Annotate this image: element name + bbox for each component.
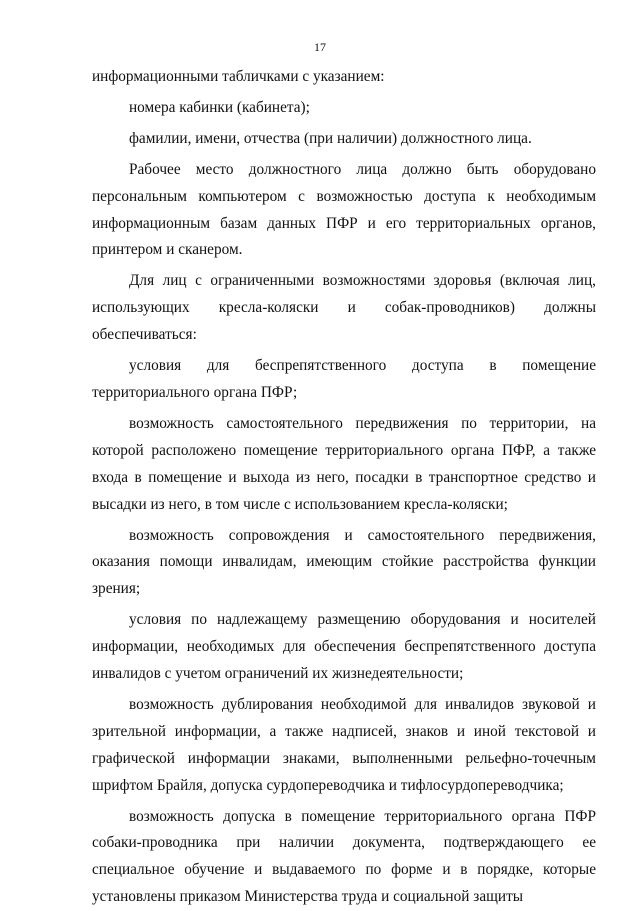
paragraph-continuation: информационными табличками с указанием: [92,68,385,85]
list-item-escort: возможность сопровождения и самостоятельного передвижения, оказания помощи инвалидам, имеющим стойкие расстройства функции зрения; [92,526,596,598]
document-body [92,64,596,911]
paragraph-disabled-persons: Для лиц с ограниченными возможностями здоровья (включая лиц, использующих кресла-коляски и собак-проводников) должны обеспечиваться: [92,272,596,344]
list-item-official-name: фамилии, имени, отчества (при наличии) должностного лица. [129,129,532,147]
paragraph-workplace: Рабочее место должностного лица должно быть оборудовано персональным компьютером с возможностью доступа к необходимым информационным базам данных ПФР и его территориальных органов, принтером и сканером. [92,160,596,259]
list-item-independent-movement: возможность самостоятельного передвижения по территории, на которой расположено помещение территориального органа ПФР, а также входа в помещение и выхода из него, посадки в транспортное средство и высадки из него, в том числе с использованием кресла-коляски; [92,414,596,513]
list-item-information-duplication: возможность дублирования необходимой для инвалидов звуковой и зрительной информации, а также надписей, знаков и иной текстовой и графической информации знаками, выполненными рельефно-точечным шрифтом Брайля, допуска сурдопереводчика и тифлосурдопереводчика; [92,695,596,794]
page-number: 17 [314,40,326,54]
list-item-guide-dog: возможность допуска в помещение территориального органа ПФР собаки-проводника при наличии документа, подтверждающего ее специальное обучение и выдаваемого по форме и в порядке, которые установлены приказом Министерства труда и социальной защиты [92,807,596,906]
list-item-access-conditions: условия для беспрепятственного доступа в помещение территориального органа ПФР; [92,357,596,401]
list-item-equipment-placement: условия по надлежащему размещению оборудования и носителей информации, необходимых для обеспечения беспрепятственного доступа инвалидов с учетом ограничений их жизнедеятельности; [92,611,596,683]
list-item-cabin-number: номера кабинки (кабинета); [129,98,310,116]
